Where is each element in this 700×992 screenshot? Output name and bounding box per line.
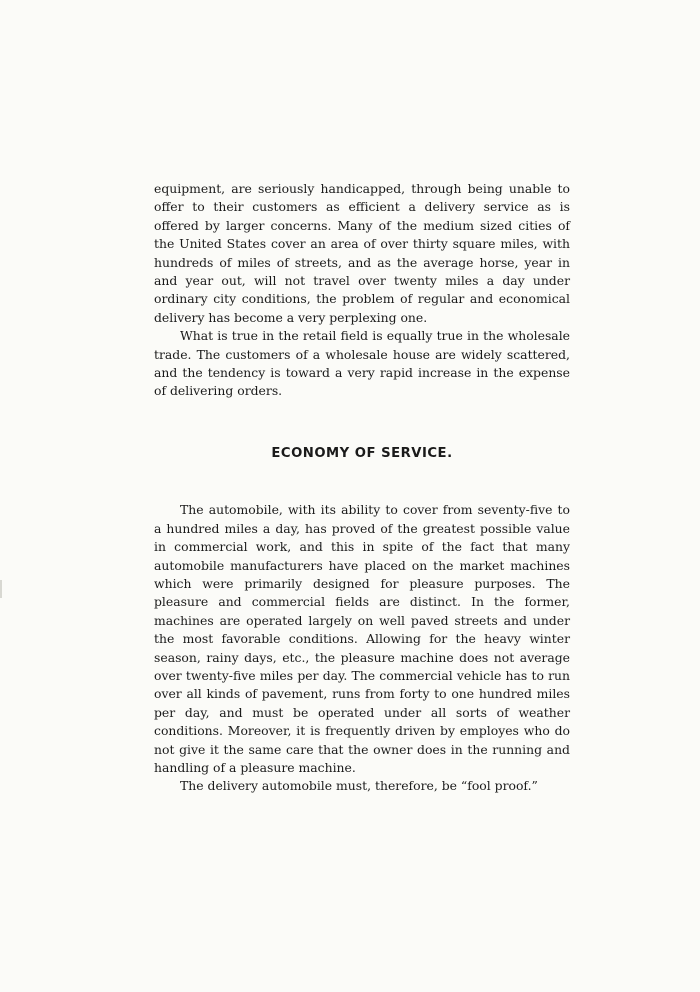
paragraph-fool-proof: The delivery automobile must, therefore, be “fool proof.” <box>180 778 538 794</box>
document-page <box>154 180 570 796</box>
paragraph-continued: equipment, are seriously handicapped, through being unable to offer to their customers as efficient a delivery service as is offered by larger concerns. Many of the medium sized cities of the United States cover an area of over thirty square miles, with hundreds of miles of streets, and as the average horse, year in and year out, will not travel over twenty miles a day under ordinary city conditions, the problem of regular and economical delivery has become a very perplexing one. <box>154 181 570 325</box>
paragraph-wholesale-trade: What is true in the retail field is equally true in the wholesale trade. The customers of a wholesale house are widely scattered, and the tendency is toward a very rapid increase in the expense of delivering orders. <box>154 328 570 399</box>
paragraph-automobile-service: The automobile, with its ability to cover from seventy-five to a hundred miles a day, has proved of the greatest possible value in commercial work, and this in spite of the fact that many automobile manufacturers have placed on the market machines which were primarily designed for pleasure purposes. The pleasure and commercial fields are distinct. In the former, machines are operated largely on well paved streets and under the most favorable conditions. Allowing for the heavy winter season, rainy days, etc., the pleasure machine does not average over twenty-five miles per day. The commercial vehicle has to run over all kinds of pavement, runs from forty to one hundred miles per day, and must be operated under all sorts of weather conditions. Moreover, it is frequently driven by employes who do not give it the same care that the owner does in the running and handling of a pleasure machine. <box>154 502 570 775</box>
section-heading: ECONOMY OF SERVICE. <box>271 445 453 461</box>
page-edge-mark <box>0 580 2 598</box>
